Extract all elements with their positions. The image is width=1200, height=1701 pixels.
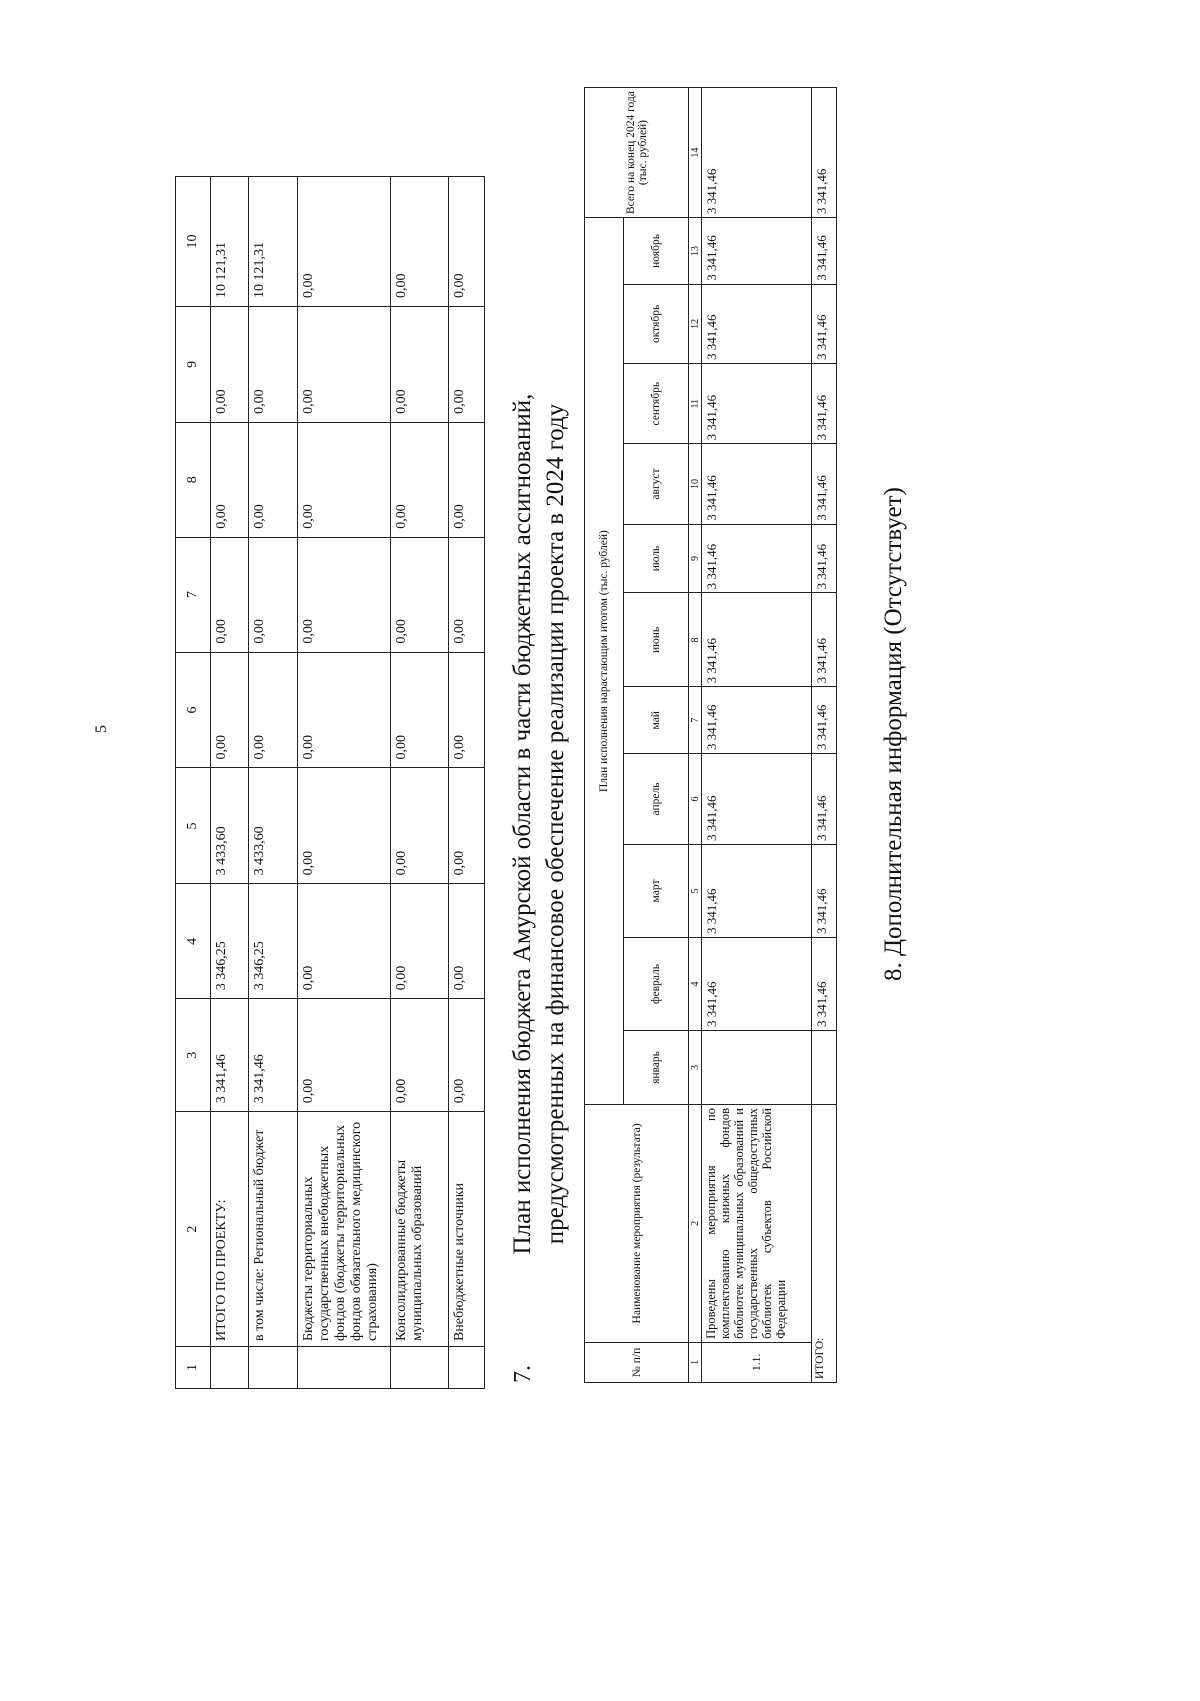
budget-execution-plan-table — [584, 87, 837, 1383]
value-cell: 0,00 — [249, 306, 298, 422]
month-header: август — [624, 444, 689, 524]
row-index-cell — [211, 1347, 249, 1389]
value-cell: 0,00 — [298, 306, 391, 422]
value-cell: 0,00 — [449, 884, 485, 999]
col-name-header: Наименование мероприятия (результата) — [585, 1105, 689, 1343]
value-cell: 3 346,25 — [249, 884, 298, 999]
value-cell: 0,00 — [391, 537, 449, 652]
total-label-cell: ИТОГО: — [812, 1105, 837, 1383]
row-name-cell: Внебюджетные источники — [449, 1112, 485, 1347]
value-cell: 3 433,60 — [211, 768, 249, 884]
value-cell: 3 341,46 — [702, 524, 812, 593]
value-cell — [702, 1031, 812, 1105]
table2-header-row-1 — [585, 88, 624, 1383]
month-header: ноябрь — [624, 218, 689, 285]
value-cell: 0,00 — [391, 306, 449, 422]
value-cell: 3 341,46 — [812, 687, 837, 754]
value-cell: 3 433,60 — [249, 768, 298, 884]
col-num: 11 — [689, 364, 702, 444]
col-num: 13 — [689, 218, 702, 285]
value-cell: 0,00 — [298, 537, 391, 652]
value-cell: 3 341,46 — [702, 844, 812, 937]
table1-col-3: 3 — [176, 999, 211, 1112]
value-cell: 0,00 — [449, 537, 485, 652]
col-num: 2 — [689, 1105, 702, 1343]
row-index-cell — [449, 1347, 485, 1389]
value-cell: 3 341,46 — [812, 364, 837, 444]
value-cell: 0,00 — [449, 768, 485, 884]
value-cell: 3 341,46 — [702, 444, 812, 524]
row-name-cell: Консолидированные бюджеты муниципальных образований — [391, 1112, 449, 1347]
value-cell: 3 341,46 — [702, 364, 812, 444]
value-cell: 0,00 — [298, 999, 391, 1112]
col-num: 12 — [689, 284, 702, 363]
col-num: 1 — [689, 1342, 702, 1382]
value-cell: 3 341,46 — [812, 524, 837, 593]
value-cell: 0,00 — [391, 422, 449, 537]
table1-col-4: 4 — [176, 884, 211, 999]
col-number-header: № п/п — [585, 1342, 689, 1382]
table-row — [298, 177, 391, 1389]
value-cell: 3 341,46 — [211, 999, 249, 1112]
value-cell — [812, 1031, 837, 1105]
table1-col-7: 7 — [176, 537, 211, 652]
value-cell: 0,00 — [391, 652, 449, 768]
table1-col-8: 8 — [176, 422, 211, 537]
month-header: март — [624, 844, 689, 937]
value-cell: 3 341,46 — [702, 218, 812, 285]
month-header: январь — [624, 1031, 689, 1105]
value-cell: 0,00 — [449, 999, 485, 1112]
value-cell: 10 121,31 — [211, 177, 249, 307]
value-cell: 3 346,25 — [211, 884, 249, 999]
value-cell: 3 341,46 — [812, 444, 837, 524]
table-row — [702, 88, 812, 1383]
month-header: апрель — [624, 754, 689, 845]
row-name-cell: Проведены мероприятия по комплектованию книжных фондов библиотек муниципальных образований и государственных общедоступных библиотек субъектов Российской Федерации — [702, 1105, 812, 1343]
table-row — [211, 177, 249, 1389]
value-cell: 3 341,46 — [702, 754, 812, 845]
value-cell: 0,00 — [449, 177, 485, 307]
value-cell: 10 121,31 — [249, 177, 298, 307]
col-num: 8 — [689, 593, 702, 687]
col-num: 10 — [689, 444, 702, 524]
col-num: 4 — [689, 937, 702, 1030]
value-cell: 3 341,46 — [812, 284, 837, 363]
col-num: 7 — [689, 687, 702, 754]
col-num: 14 — [689, 88, 702, 218]
plan-group-header: План исполнения нарастающим итогом (тыс. рублей) — [585, 218, 624, 1105]
col-num: 3 — [689, 1031, 702, 1105]
value-cell: 0,00 — [391, 884, 449, 999]
value-cell: 3 341,46 — [249, 999, 298, 1112]
value-cell: 0,00 — [211, 652, 249, 768]
value-cell: 0,00 — [211, 306, 249, 422]
value-cell: 0,00 — [391, 177, 449, 307]
table-row — [249, 177, 298, 1389]
table1-header-row — [176, 177, 211, 1389]
table2-column-numbers-row — [689, 88, 702, 1383]
value-cell: 3 341,46 — [702, 937, 812, 1030]
table1-col-5: 5 — [176, 768, 211, 884]
value-cell: 0,00 — [249, 537, 298, 652]
month-header: май — [624, 687, 689, 754]
total-cell: 3 341,46 — [702, 88, 812, 218]
col-num: 9 — [689, 524, 702, 593]
row-index-cell — [391, 1347, 449, 1389]
row-name-cell: ИТОГО ПО ПРОЕКТУ: — [211, 1112, 249, 1347]
value-cell: 0,00 — [391, 768, 449, 884]
table-row — [812, 88, 837, 1383]
table1-col-10: 10 — [176, 177, 211, 307]
value-cell: 0,00 — [391, 999, 449, 1112]
value-cell: 0,00 — [249, 652, 298, 768]
value-cell: 0,00 — [449, 306, 485, 422]
value-cell: 3 341,46 — [812, 937, 837, 1030]
table1-col-1: 1 — [176, 1347, 211, 1389]
table1-col-9: 9 — [176, 306, 211, 422]
section-7-number: 7. — [510, 1365, 536, 1383]
table1-col-6: 6 — [176, 652, 211, 768]
value-cell: 0,00 — [449, 422, 485, 537]
month-header: июль — [624, 524, 689, 593]
table-row — [391, 177, 449, 1389]
month-header: июнь — [624, 593, 689, 687]
value-cell: 0,00 — [211, 422, 249, 537]
row-name-cell: Бюджеты территориальных государственных внебюджетных фондов (бюджеты территориальных фондов обязательного медицинского страхования) — [298, 1112, 391, 1347]
page-number: 5 — [93, 725, 110, 733]
value-cell: 0,00 — [298, 652, 391, 768]
value-cell: 0,00 — [249, 422, 298, 537]
funding-sources-table — [175, 176, 485, 1389]
value-cell: 3 341,46 — [702, 593, 812, 687]
row-number-cell: 1.1. — [702, 1342, 812, 1382]
value-cell: 0,00 — [298, 422, 391, 537]
value-cell: 0,00 — [211, 537, 249, 652]
value-cell: 3 341,46 — [702, 687, 812, 754]
section-8-title: 8. Дополнительная информация (Отсутствует) — [880, 487, 907, 981]
table1-col-2: 2 — [176, 1112, 211, 1347]
month-header: февраль — [624, 937, 689, 1030]
value-cell: 0,00 — [298, 768, 391, 884]
month-header: сентябрь — [624, 364, 689, 444]
row-index-cell — [249, 1347, 298, 1389]
table-row — [449, 177, 485, 1389]
section-7-title: План исполнения бюджета Амурской области в части бюджетных ассигнований, предусмотренных на финансовое обеспечение реализации проекта в 2024 году — [509, 393, 569, 1255]
value-cell: 3 341,46 — [812, 844, 837, 937]
col-num: 5 — [689, 844, 702, 937]
value-cell: 3 341,46 — [812, 218, 837, 285]
value-cell: 3 341,46 — [812, 754, 837, 845]
value-cell: 0,00 — [298, 884, 391, 999]
row-name-cell: в том числе: Региональный бюджет — [249, 1112, 298, 1347]
total-header: Всего на конец 2024 года (тыс. рублей) — [585, 88, 689, 218]
month-header: октябрь — [624, 284, 689, 363]
value-cell: 0,00 — [298, 177, 391, 307]
value-cell: 3 341,46 — [812, 593, 837, 687]
value-cell: 0,00 — [449, 652, 485, 768]
total-cell: 3 341,46 — [812, 88, 837, 218]
col-num: 6 — [689, 754, 702, 845]
row-index-cell — [298, 1347, 391, 1389]
value-cell: 3 341,46 — [702, 284, 812, 363]
